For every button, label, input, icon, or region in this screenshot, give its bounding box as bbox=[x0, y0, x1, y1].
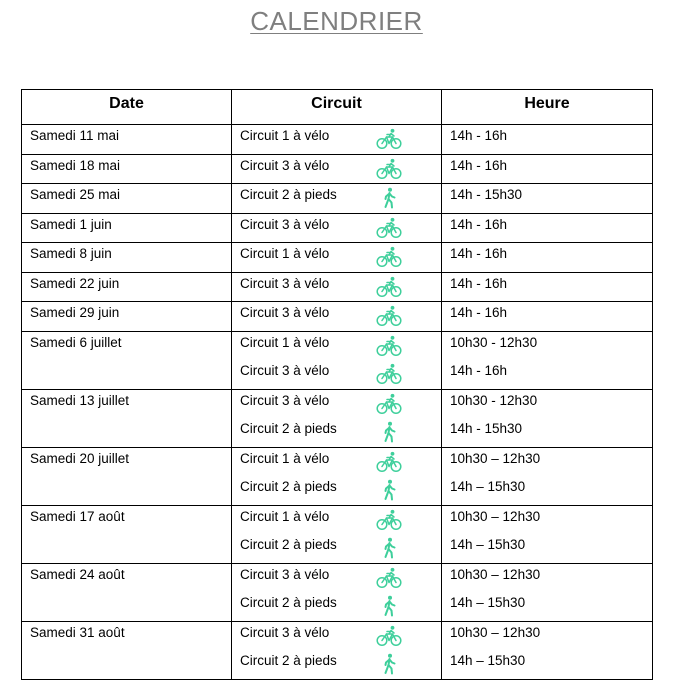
circuit-label: Circuit 2 à pieds bbox=[240, 595, 337, 610]
circuit-entry bbox=[232, 448, 441, 477]
bike-icon bbox=[376, 128, 402, 150]
heure-text: 14h – 15h30 bbox=[450, 479, 526, 494]
circuit-entry bbox=[232, 650, 441, 679]
date-text: Samedi 29 juin bbox=[30, 305, 120, 320]
circuit-entry bbox=[232, 125, 441, 154]
table-row bbox=[22, 125, 653, 155]
circuit-entry bbox=[232, 534, 441, 563]
circuit-entry bbox=[232, 390, 441, 419]
heure-text: 14h - 16h bbox=[450, 275, 508, 291]
circuit-label: Circuit 3 à vélo bbox=[240, 157, 330, 173]
heure-text: 14h – 15h30 bbox=[450, 653, 526, 668]
date-cell bbox=[22, 154, 232, 184]
table-row bbox=[22, 243, 653, 273]
walk-icon bbox=[376, 595, 402, 617]
heure-cell bbox=[442, 563, 653, 621]
circuit-cell bbox=[232, 213, 442, 243]
circuit-cell bbox=[232, 447, 442, 505]
date-cell bbox=[22, 563, 232, 621]
date-cell bbox=[22, 184, 232, 214]
circuit-entry bbox=[232, 184, 441, 213]
bike-icon bbox=[376, 158, 402, 180]
walk-icon bbox=[376, 421, 402, 443]
table-row bbox=[22, 331, 653, 389]
circuit-entry bbox=[232, 155, 441, 184]
circuit-entry bbox=[232, 506, 441, 535]
table-row bbox=[22, 272, 653, 302]
circuit-cell bbox=[232, 184, 442, 214]
date-text: Samedi 13 juillet bbox=[30, 392, 130, 408]
heure-text: 14h - 16h bbox=[450, 363, 508, 378]
walk-icon bbox=[376, 653, 402, 675]
circuit-label: Circuit 3 à vélo bbox=[240, 275, 330, 291]
heure-cell bbox=[442, 505, 653, 563]
date-cell bbox=[22, 213, 232, 243]
bike-icon bbox=[376, 335, 402, 357]
circuit-label: Circuit 1 à vélo bbox=[240, 334, 330, 350]
heure-text: 10h30 - 12h30 bbox=[450, 392, 538, 408]
circuit-label: Circuit 3 à vélo bbox=[240, 216, 330, 232]
table-row bbox=[22, 563, 653, 621]
heure-cell bbox=[442, 272, 653, 302]
header-circuit: Circuit bbox=[232, 90, 442, 125]
date-text: Samedi 24 août bbox=[30, 566, 125, 582]
circuit-label: Circuit 1 à vélo bbox=[240, 128, 330, 143]
date-text: Samedi 25 mai bbox=[30, 187, 121, 202]
date-text: Samedi 18 mai bbox=[30, 157, 121, 173]
heure-text: 14h - 16h bbox=[450, 246, 508, 261]
header-date: Date bbox=[22, 90, 232, 125]
bike-icon bbox=[376, 246, 402, 268]
date-cell bbox=[22, 447, 232, 505]
circuit-cell bbox=[232, 154, 442, 184]
heure-cell bbox=[442, 389, 653, 447]
table-row bbox=[22, 154, 653, 184]
heure-text: 14h - 16h bbox=[450, 157, 508, 173]
circuit-cell bbox=[232, 621, 442, 679]
bike-icon bbox=[376, 305, 402, 327]
walk-icon bbox=[376, 187, 402, 209]
heure-text: 10h30 – 12h30 bbox=[450, 450, 541, 466]
circuit-entry bbox=[232, 418, 441, 447]
bike-icon bbox=[376, 567, 402, 589]
heure-text: 14h - 15h30 bbox=[450, 421, 523, 436]
date-cell bbox=[22, 389, 232, 447]
heure-text: 14h - 16h bbox=[450, 305, 508, 320]
circuit-entry bbox=[232, 622, 441, 651]
table-row bbox=[22, 447, 653, 505]
bike-icon bbox=[376, 509, 402, 531]
calendar-table bbox=[21, 89, 653, 680]
bike-icon bbox=[376, 363, 402, 385]
circuit-label: Circuit 2 à pieds bbox=[240, 479, 337, 494]
date-cell bbox=[22, 505, 232, 563]
date-text: Samedi 20 juillet bbox=[30, 450, 130, 466]
date-text: Samedi 6 juillet bbox=[30, 334, 122, 350]
circuit-entry bbox=[232, 214, 441, 243]
heure-cell bbox=[442, 125, 653, 155]
table-header-row bbox=[22, 90, 653, 125]
circuit-cell bbox=[232, 302, 442, 332]
heure-text: 10h30 – 12h30 bbox=[450, 624, 541, 640]
date-text: Samedi 22 juin bbox=[30, 275, 120, 291]
table-row bbox=[22, 389, 653, 447]
date-cell bbox=[22, 331, 232, 389]
circuit-label: Circuit 2 à pieds bbox=[240, 187, 337, 202]
circuit-label: Circuit 3 à vélo bbox=[240, 624, 330, 640]
circuit-label: Circuit 3 à vélo bbox=[240, 392, 330, 408]
circuit-entry bbox=[232, 360, 441, 389]
circuit-label: Circuit 3 à vélo bbox=[240, 305, 330, 320]
heure-cell bbox=[442, 213, 653, 243]
table-row bbox=[22, 302, 653, 332]
heure-text: 14h - 16h bbox=[450, 216, 508, 232]
circuit-label: Circuit 2 à pieds bbox=[240, 537, 337, 552]
table-row bbox=[22, 213, 653, 243]
date-text: Samedi 1 juin bbox=[30, 216, 112, 232]
heure-text: 10h30 – 12h30 bbox=[450, 566, 541, 582]
circuit-label: Circuit 1 à vélo bbox=[240, 450, 330, 466]
date-cell bbox=[22, 125, 232, 155]
heure-text: 14h - 16h bbox=[450, 128, 508, 143]
circuit-cell bbox=[232, 389, 442, 447]
date-text: Samedi 31 août bbox=[30, 624, 125, 640]
circuit-entry bbox=[232, 273, 441, 302]
heure-cell bbox=[442, 621, 653, 679]
page-title: CALENDRIER bbox=[250, 6, 423, 36]
circuit-cell bbox=[232, 505, 442, 563]
date-text: Samedi 8 juin bbox=[30, 246, 112, 261]
walk-icon bbox=[376, 537, 402, 559]
date-text: Samedi 17 août bbox=[30, 508, 125, 524]
date-cell bbox=[22, 243, 232, 273]
bike-icon bbox=[376, 625, 402, 647]
walk-icon bbox=[376, 479, 402, 501]
circuit-entry bbox=[232, 564, 441, 593]
heure-text: 14h – 15h30 bbox=[450, 595, 526, 610]
date-cell bbox=[22, 302, 232, 332]
bike-icon bbox=[376, 393, 402, 415]
circuit-entry bbox=[232, 243, 441, 272]
date-text: Samedi 11 mai bbox=[30, 128, 120, 143]
bike-icon bbox=[376, 451, 402, 473]
circuit-cell bbox=[232, 125, 442, 155]
heure-text: 10h30 – 12h30 bbox=[450, 508, 541, 524]
circuit-cell bbox=[232, 563, 442, 621]
circuit-entry bbox=[232, 476, 441, 505]
bike-icon bbox=[376, 276, 402, 298]
circuit-label: Circuit 3 à vélo bbox=[240, 566, 330, 582]
circuit-cell bbox=[232, 272, 442, 302]
circuit-label: Circuit 3 à vélo bbox=[240, 363, 330, 378]
date-cell bbox=[22, 272, 232, 302]
circuit-label: Circuit 2 à pieds bbox=[240, 653, 337, 668]
header-heure: Heure bbox=[442, 90, 653, 125]
heure-cell bbox=[442, 243, 653, 273]
heure-cell bbox=[442, 184, 653, 214]
circuit-label: Circuit 1 à vélo bbox=[240, 246, 330, 261]
date-cell bbox=[22, 621, 232, 679]
table-row bbox=[22, 621, 653, 679]
heure-cell bbox=[442, 154, 653, 184]
heure-text: 14h – 15h30 bbox=[450, 537, 526, 552]
heure-cell bbox=[442, 302, 653, 332]
heure-cell bbox=[442, 447, 653, 505]
circuit-entry bbox=[232, 332, 441, 361]
circuit-label: Circuit 1 à vélo bbox=[240, 508, 330, 524]
table-row bbox=[22, 184, 653, 214]
circuit-entry bbox=[232, 302, 441, 331]
heure-cell bbox=[442, 331, 653, 389]
table-row bbox=[22, 505, 653, 563]
circuit-entry bbox=[232, 592, 441, 621]
bike-icon bbox=[376, 217, 402, 239]
circuit-cell bbox=[232, 331, 442, 389]
heure-text: 14h - 15h30 bbox=[450, 187, 523, 202]
circuit-label: Circuit 2 à pieds bbox=[240, 421, 337, 436]
circuit-cell bbox=[232, 243, 442, 273]
heure-text: 10h30 - 12h30 bbox=[450, 334, 538, 350]
